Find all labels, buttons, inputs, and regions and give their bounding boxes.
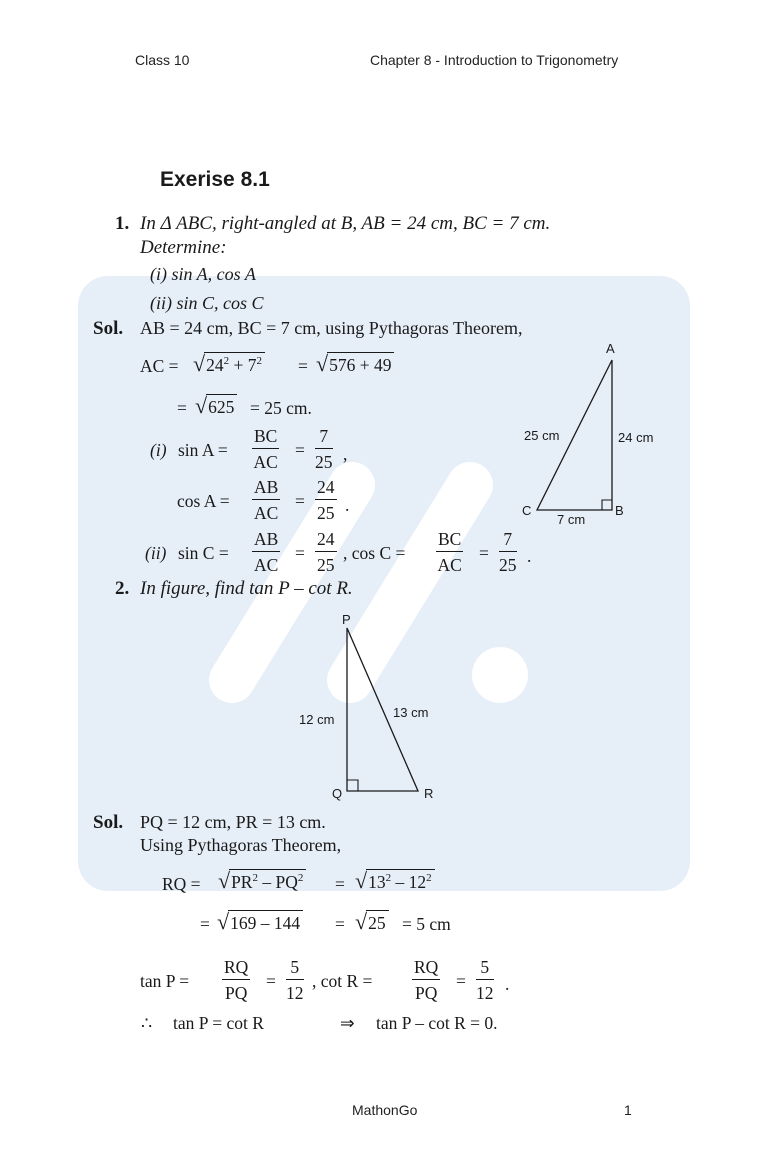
sol2-sqrt1-exp-a: 2 xyxy=(252,872,258,884)
conclusion-1: tan P = cot R xyxy=(173,1013,264,1033)
tanP-label: tan P = xyxy=(140,971,190,991)
sqrt1-plus: + xyxy=(229,355,248,375)
tanP-vnum: 5 xyxy=(290,957,300,977)
sinC-vnum: 24 xyxy=(317,529,335,549)
sinC-label: sin C = xyxy=(178,543,229,563)
sol2-sqrt1: √ $PR^2 - PQ^2$ xyxy=(218,869,306,894)
fig1-side-label: 24 cm xyxy=(618,430,654,445)
q1-part2: (ii) sin C, cos C xyxy=(150,293,264,313)
sol1-label: Sol. xyxy=(93,318,124,339)
cotR-eq: = xyxy=(456,971,466,991)
sol2-sqrt4-content: 25 xyxy=(366,910,389,935)
cosC-label: , cos C = xyxy=(343,543,406,563)
cotR-ratio xyxy=(412,956,440,1004)
sol2-sqrt1-minus: – xyxy=(257,872,276,892)
sol2-sqrt2-minus: – xyxy=(391,872,409,892)
tanP-vden: 12 xyxy=(286,983,304,1003)
cotR-num: RQ xyxy=(414,957,439,977)
sinA-vnum: 7 xyxy=(319,426,329,446)
cosC-den: AC xyxy=(437,555,462,575)
sinA-label: sin A = xyxy=(178,440,228,460)
conclusion-2: tan P – cot R = 0. xyxy=(376,1013,498,1033)
header-chapter: Chapter 8 - Introduction to Trigonometry xyxy=(370,52,619,68)
sqrt2-content: 576 + 49 xyxy=(327,352,394,377)
sol1-eq1: = xyxy=(298,356,308,376)
fig1-vertex-b: B xyxy=(615,503,624,518)
fig1-hypotenuse-label: 25 cm xyxy=(524,428,560,443)
fig2-vertex-p: P xyxy=(342,612,351,627)
sqrt1-exp-a: 2 xyxy=(223,355,230,367)
sol2-sqrt4: √ 25 xyxy=(355,910,389,935)
sol2-eq2: = xyxy=(200,914,210,934)
therefore-symbol: ∴ xyxy=(141,1013,153,1033)
tanP-ratio xyxy=(222,956,250,1004)
cotR-label: , cot R = xyxy=(312,971,373,991)
footer-brand: MathonGo xyxy=(352,1102,418,1118)
sinC-vden: 25 xyxy=(317,555,335,575)
q1-part1: (i) sin A, cos A xyxy=(150,264,256,284)
exercise-title: Exerise 8.1 xyxy=(160,168,270,191)
sinC-den: AC xyxy=(254,555,279,575)
sqrt1-a: 24 xyxy=(206,355,224,375)
sqrt1-exp-b: 2 xyxy=(256,355,262,367)
sol1-eq2: = xyxy=(177,398,187,418)
tanP-den: PQ xyxy=(224,983,248,1003)
sol1-ii-label: (ii) xyxy=(145,543,167,563)
sol2-sqrt1-a: PR xyxy=(231,872,253,892)
sol2-sqrt3-content: 169 – 144 xyxy=(228,910,303,935)
sol1-ac: AC = xyxy=(140,356,179,376)
q2-text: In figure, find tan P – cot R. xyxy=(140,578,353,599)
fig2-hypotenuse-label: 13 cm xyxy=(393,705,429,720)
cosA-period: . xyxy=(345,495,350,515)
cosA-eq: = xyxy=(295,491,305,511)
cosC-vnum: 7 xyxy=(503,529,513,549)
q1-line2: Determine: xyxy=(140,237,227,258)
sol1-line1: AB = 24 cm, BC = 7 cm, using Pythagoras Theorem, xyxy=(140,318,523,338)
sinA-den: AC xyxy=(253,452,278,472)
sol1-ac-value: = 25 cm. xyxy=(250,398,312,418)
footer-page-number: 1 xyxy=(624,1102,632,1118)
cotR-vnum: 5 xyxy=(480,957,490,977)
cosA-vden: 25 xyxy=(317,503,335,523)
cosC-vden: 25 xyxy=(499,555,517,575)
sol2-sqrt2-exp-a: 2 xyxy=(385,872,392,884)
sol2-sqrt2-exp-b: 2 xyxy=(426,872,432,884)
tanP-value xyxy=(286,956,304,1004)
sol2-sqrt2: √ $13^2 - 12^2$ xyxy=(355,869,435,894)
sol2-line2: Using Pythagoras Theorem, xyxy=(140,835,342,855)
sol1-sqrt2: √ 576 + 49 xyxy=(316,352,394,377)
fig1-vertex-c: C xyxy=(522,503,532,518)
sol2-eq1: = xyxy=(335,874,345,894)
cosC-period: . xyxy=(527,546,532,566)
fig2-vertex-q: Q xyxy=(332,786,343,801)
sol2-sqrt2-a: 13 xyxy=(368,872,386,892)
sqrt3-content: 625 xyxy=(206,394,237,419)
sqrt1-b: 7 xyxy=(247,355,257,375)
cotR-den: PQ xyxy=(414,983,438,1003)
cotR-period: . xyxy=(505,974,510,994)
cosA-den: AC xyxy=(254,503,279,523)
sol2-sqrt1-exp-b: 2 xyxy=(297,872,304,884)
header-class: Class 10 xyxy=(135,52,190,68)
cosA-label: cos A = xyxy=(177,491,230,511)
sol1-sqrt1: √ $24^2 + 7^2$ xyxy=(193,352,265,377)
sinA-num: BC xyxy=(254,426,278,446)
sol2-sqrt2-b: 12 xyxy=(408,872,427,892)
sol2-line1: PQ = 12 cm, PR = 13 cm. xyxy=(140,812,326,832)
cotR-value xyxy=(476,956,494,1004)
sol2-rq: RQ = xyxy=(162,874,201,894)
tanP-num: RQ xyxy=(224,957,249,977)
sol2-sqrt1-b: PQ xyxy=(275,872,298,892)
fig2-vertex-r: R xyxy=(424,786,434,801)
sol1-sqrt3: √ 625 xyxy=(195,394,237,419)
sinA-vden: 25 xyxy=(315,452,333,472)
fig1-vertex-a: A xyxy=(606,341,615,356)
q2-number: 2. xyxy=(115,578,130,599)
sinA-comma: , xyxy=(343,444,348,464)
fig2-side-label: 12 cm xyxy=(299,712,335,727)
sinA-eq: = xyxy=(295,440,305,460)
sinC-num: AB xyxy=(254,529,279,549)
sinC-eq: = xyxy=(295,543,305,563)
sol1-i-label: (i) xyxy=(150,440,167,460)
implies-symbol: ⇒ xyxy=(340,1013,355,1033)
q1-line1: In Δ ABC, right-angled at B, AB = 24 cm, BC = 7 cm. xyxy=(140,213,551,234)
q1-number: 1. xyxy=(115,213,130,234)
cotR-vden: 12 xyxy=(476,983,494,1003)
cosA-vnum: 24 xyxy=(317,477,335,497)
cosA-num: AB xyxy=(254,477,279,497)
tanP-eq: = xyxy=(266,971,276,991)
fig1-base-label: 7 cm xyxy=(557,512,586,527)
sol2-eq3: = xyxy=(335,914,345,934)
cosC-eq: = xyxy=(479,543,489,563)
sol2-label: Sol. xyxy=(93,812,124,833)
sol2-rq-value: = 5 cm xyxy=(402,914,451,934)
sol2-sqrt3: √ 169 – 144 xyxy=(217,910,303,935)
cosC-num: BC xyxy=(438,529,462,549)
